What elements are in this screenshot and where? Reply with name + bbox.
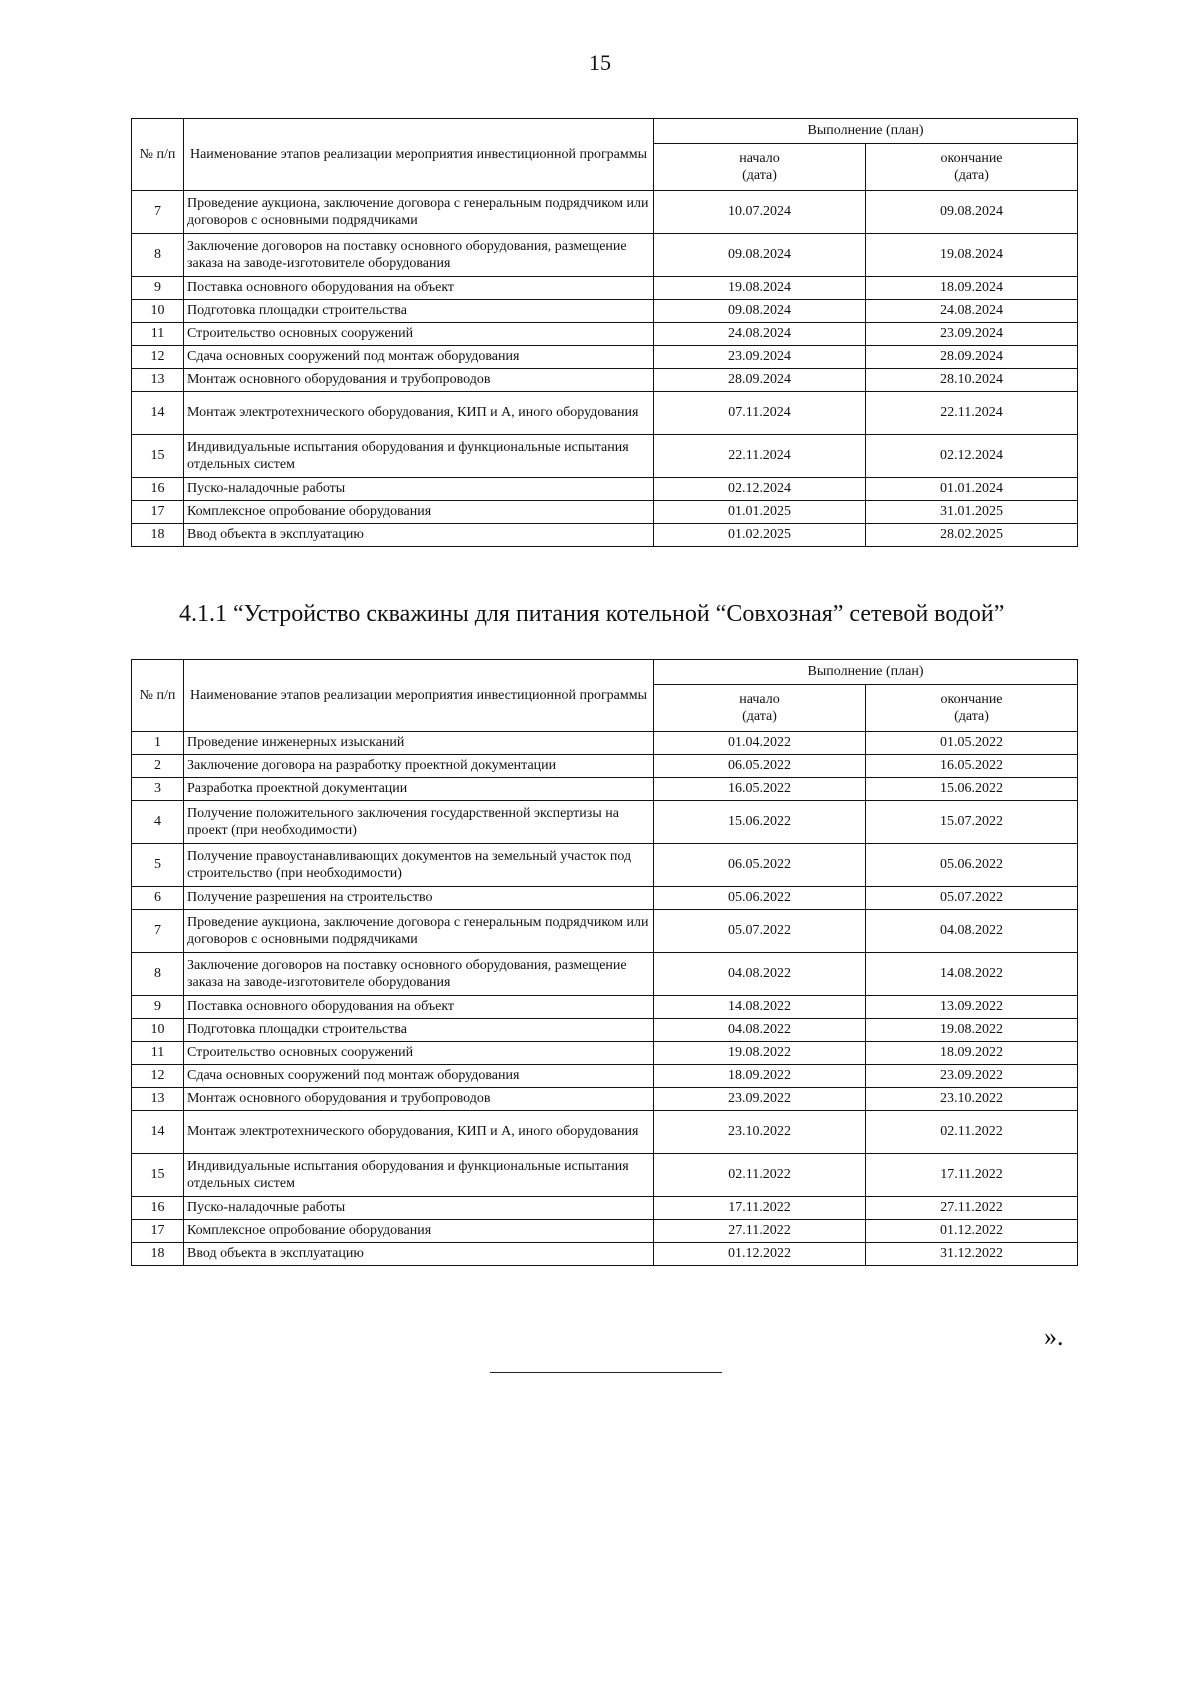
row-number: 3 xyxy=(132,778,184,801)
header-stage-name: Наименование этапов реализации мероприятия инвестиционной программы xyxy=(184,660,654,732)
row-number: 11 xyxy=(132,323,184,346)
row-stage-name: Подготовка площадки строительства xyxy=(184,1019,654,1042)
row-end-date: 16.05.2022 xyxy=(866,755,1078,778)
row-end-date: 31.12.2022 xyxy=(866,1243,1078,1266)
row-number: 18 xyxy=(132,524,184,547)
row-start-date: 09.08.2024 xyxy=(654,234,866,277)
page-number: 15 xyxy=(589,50,611,75)
table-2-body xyxy=(132,732,1078,1266)
schedule-table-1 xyxy=(131,118,1078,547)
row-number: 1 xyxy=(132,732,184,755)
table-row xyxy=(132,1243,1078,1266)
header-start-label: начало xyxy=(739,150,780,166)
row-stage-name: Получение положительного заключения государственной экспертизы на проект (при необходимости) xyxy=(184,801,654,844)
row-stage-name: Пуско-наладочные работы xyxy=(184,1197,654,1220)
row-end-date: 05.06.2022 xyxy=(866,844,1078,887)
row-stage-name: Монтаж электротехнического оборудования, КИП и А, иного оборудования xyxy=(184,1111,654,1154)
row-end-date: 23.09.2024 xyxy=(866,323,1078,346)
table-row xyxy=(132,1220,1078,1243)
row-start-date: 19.08.2024 xyxy=(654,277,866,300)
row-stage-name: Получение разрешения на строительство xyxy=(184,887,654,910)
row-end-date: 28.09.2024 xyxy=(866,346,1078,369)
row-start-date: 10.07.2024 xyxy=(654,191,866,234)
row-end-date: 18.09.2022 xyxy=(866,1042,1078,1065)
row-start-date: 02.11.2022 xyxy=(654,1154,866,1197)
table-row xyxy=(132,435,1078,478)
table-row xyxy=(132,1111,1078,1154)
row-stage-name: Сдача основных сооружений под монтаж оборудования xyxy=(184,1065,654,1088)
header-start-label: начало xyxy=(739,691,780,707)
row-number: 6 xyxy=(132,887,184,910)
row-start-date: 07.11.2024 xyxy=(654,392,866,435)
row-number: 10 xyxy=(132,1019,184,1042)
row-start-date: 04.08.2022 xyxy=(654,953,866,996)
row-number: 15 xyxy=(132,435,184,478)
row-number: 9 xyxy=(132,277,184,300)
table-row xyxy=(132,1042,1078,1065)
table-row xyxy=(132,755,1078,778)
row-end-date: 15.06.2022 xyxy=(866,778,1078,801)
schedule-table-2 xyxy=(131,659,1078,1266)
row-stage-name: Строительство основных сооружений xyxy=(184,323,654,346)
row-stage-name: Проведение аукциона, заключение договора с генеральным подрядчиком или договоров с основными подрядчиками xyxy=(184,910,654,953)
table-row xyxy=(132,801,1078,844)
row-start-date: 23.09.2022 xyxy=(654,1088,866,1111)
row-end-date: 27.11.2022 xyxy=(866,1197,1078,1220)
row-number: 5 xyxy=(132,844,184,887)
row-end-date: 04.08.2022 xyxy=(866,910,1078,953)
table-row xyxy=(132,501,1078,524)
row-start-date: 01.01.2025 xyxy=(654,501,866,524)
row-start-date: 23.10.2022 xyxy=(654,1111,866,1154)
row-end-date: 01.01.2024 xyxy=(866,478,1078,501)
row-start-date: 19.08.2022 xyxy=(654,1042,866,1065)
row-number: 17 xyxy=(132,1220,184,1243)
row-end-date: 01.12.2022 xyxy=(866,1220,1078,1243)
table-row xyxy=(132,191,1078,234)
table-row xyxy=(132,732,1078,755)
table-row xyxy=(132,323,1078,346)
row-end-date: 15.07.2022 xyxy=(866,801,1078,844)
row-stage-name: Монтаж основного оборудования и трубопроводов xyxy=(184,369,654,392)
row-stage-name: Строительство основных сооружений xyxy=(184,1042,654,1065)
end-rule xyxy=(490,1372,722,1373)
table-row xyxy=(132,996,1078,1019)
table-row xyxy=(132,1154,1078,1197)
row-start-date: 15.06.2022 xyxy=(654,801,866,844)
row-stage-name: Пуско-наладочные работы xyxy=(184,478,654,501)
table-row xyxy=(132,953,1078,996)
table-row xyxy=(132,1088,1078,1111)
row-number: 7 xyxy=(132,910,184,953)
row-stage-name: Проведение инженерных изысканий xyxy=(184,732,654,755)
row-number: 11 xyxy=(132,1042,184,1065)
row-stage-name: Ввод объекта в эксплуатацию xyxy=(184,1243,654,1266)
row-start-date: 28.09.2024 xyxy=(654,369,866,392)
row-end-date: 18.09.2024 xyxy=(866,277,1078,300)
row-end-date: 28.02.2025 xyxy=(866,524,1078,547)
row-end-date: 24.08.2024 xyxy=(866,300,1078,323)
row-stage-name: Поставка основного оборудования на объект xyxy=(184,996,654,1019)
table-row xyxy=(132,478,1078,501)
row-start-date: 17.11.2022 xyxy=(654,1197,866,1220)
header-end-date-label: (дата) xyxy=(954,709,989,724)
header-start-date-label: (дата) xyxy=(742,709,777,724)
row-start-date: 06.05.2022 xyxy=(654,844,866,887)
header-num: № п/п xyxy=(132,660,184,732)
row-start-date: 27.11.2022 xyxy=(654,1220,866,1243)
row-end-date: 14.08.2022 xyxy=(866,953,1078,996)
row-number: 9 xyxy=(132,996,184,1019)
table-row xyxy=(132,1197,1078,1220)
row-number: 16 xyxy=(132,478,184,501)
row-start-date: 04.08.2022 xyxy=(654,1019,866,1042)
row-end-date: 13.09.2022 xyxy=(866,996,1078,1019)
row-stage-name: Подготовка площадки строительства xyxy=(184,300,654,323)
row-end-date: 22.11.2024 xyxy=(866,392,1078,435)
row-stage-name: Заключение договора на разработку проектной документации xyxy=(184,755,654,778)
row-stage-name: Комплексное опробование оборудования xyxy=(184,501,654,524)
table-row xyxy=(132,300,1078,323)
row-number: 17 xyxy=(132,501,184,524)
row-end-date: 23.10.2022 xyxy=(866,1088,1078,1111)
row-stage-name: Индивидуальные испытания оборудования и функциональные испытания отдельных систем xyxy=(184,1154,654,1197)
row-start-date: 24.08.2024 xyxy=(654,323,866,346)
row-number: 15 xyxy=(132,1154,184,1197)
row-stage-name: Заключение договоров на поставку основного оборудования, размещение заказа на заводе-изготовителе оборудования xyxy=(184,234,654,277)
row-stage-name: Ввод объекта в эксплуатацию xyxy=(184,524,654,547)
header-start-date-label: (дата) xyxy=(742,168,777,183)
header-end xyxy=(866,144,1078,191)
row-number: 8 xyxy=(132,953,184,996)
row-number: 10 xyxy=(132,300,184,323)
header-end-date-label: (дата) xyxy=(954,168,989,183)
row-end-date: 28.10.2024 xyxy=(866,369,1078,392)
row-stage-name: Комплексное опробование оборудования xyxy=(184,1220,654,1243)
row-start-date: 05.07.2022 xyxy=(654,910,866,953)
header-execution-plan: Выполнение (план) xyxy=(654,119,1078,144)
row-number: 18 xyxy=(132,1243,184,1266)
row-end-date: 02.12.2024 xyxy=(866,435,1078,478)
header-num: № п/п xyxy=(132,119,184,191)
header-stage-name: Наименование этапов реализации мероприятия инвестиционной программы xyxy=(184,119,654,191)
row-number: 14 xyxy=(132,392,184,435)
header-end-label: окончание xyxy=(940,150,1003,166)
row-stage-name: Разработка проектной документации xyxy=(184,778,654,801)
row-end-date: 19.08.2022 xyxy=(866,1019,1078,1042)
row-start-date: 14.08.2022 xyxy=(654,996,866,1019)
row-start-date: 09.08.2024 xyxy=(654,300,866,323)
row-end-date: 02.11.2022 xyxy=(866,1111,1078,1154)
row-number: 8 xyxy=(132,234,184,277)
row-number: 4 xyxy=(132,801,184,844)
closing-quote: ». xyxy=(1044,1322,1064,1351)
header-start xyxy=(654,144,866,191)
table-row xyxy=(132,1019,1078,1042)
header-execution-plan: Выполнение (план) xyxy=(654,660,1078,685)
table-1-body xyxy=(132,191,1078,547)
table-row xyxy=(132,887,1078,910)
row-stage-name: Заключение договоров на поставку основного оборудования, размещение заказа на заводе-изготовителе оборудования xyxy=(184,953,654,996)
row-number: 13 xyxy=(132,369,184,392)
row-start-date: 06.05.2022 xyxy=(654,755,866,778)
section-heading: 4.1.1 “Устройство скважины для питания котельной “Совхозная” сетевой водой” xyxy=(179,601,1005,627)
table-row xyxy=(132,392,1078,435)
table-row xyxy=(132,369,1078,392)
row-start-date: 01.04.2022 xyxy=(654,732,866,755)
row-end-date: 05.07.2022 xyxy=(866,887,1078,910)
row-end-date: 19.08.2024 xyxy=(866,234,1078,277)
row-stage-name: Индивидуальные испытания оборудования и функциональные испытания отдельных систем xyxy=(184,435,654,478)
row-start-date: 01.12.2022 xyxy=(654,1243,866,1266)
table-row xyxy=(132,234,1078,277)
row-start-date: 23.09.2024 xyxy=(654,346,866,369)
row-start-date: 16.05.2022 xyxy=(654,778,866,801)
row-stage-name: Монтаж основного оборудования и трубопроводов xyxy=(184,1088,654,1111)
row-start-date: 18.09.2022 xyxy=(654,1065,866,1088)
header-end-label: окончание xyxy=(940,691,1003,707)
row-number: 7 xyxy=(132,191,184,234)
header-start xyxy=(654,685,866,732)
row-start-date: 22.11.2024 xyxy=(654,435,866,478)
row-start-date: 05.06.2022 xyxy=(654,887,866,910)
row-number: 2 xyxy=(132,755,184,778)
table-row xyxy=(132,346,1078,369)
row-start-date: 01.02.2025 xyxy=(654,524,866,547)
row-number: 14 xyxy=(132,1111,184,1154)
row-stage-name: Монтаж электротехнического оборудования, КИП и А, иного оборудования xyxy=(184,392,654,435)
row-end-date: 23.09.2022 xyxy=(866,1065,1078,1088)
table-row xyxy=(132,277,1078,300)
row-number: 12 xyxy=(132,346,184,369)
table-row xyxy=(132,524,1078,547)
table-row xyxy=(132,910,1078,953)
row-start-date: 02.12.2024 xyxy=(654,478,866,501)
row-end-date: 01.05.2022 xyxy=(866,732,1078,755)
table-row xyxy=(132,844,1078,887)
row-stage-name: Сдача основных сооружений под монтаж оборудования xyxy=(184,346,654,369)
row-number: 13 xyxy=(132,1088,184,1111)
row-end-date: 31.01.2025 xyxy=(866,501,1078,524)
row-stage-name: Получение правоустанавливающих документов на земельный участок под строительство (при необходимости) xyxy=(184,844,654,887)
row-stage-name: Поставка основного оборудования на объект xyxy=(184,277,654,300)
table-row xyxy=(132,1065,1078,1088)
row-end-date: 09.08.2024 xyxy=(866,191,1078,234)
header-end xyxy=(866,685,1078,732)
row-end-date: 17.11.2022 xyxy=(866,1154,1078,1197)
row-stage-name: Проведение аукциона, заключение договора с генеральным подрядчиком или договоров с основными подрядчиками xyxy=(184,191,654,234)
row-number: 16 xyxy=(132,1197,184,1220)
table-row xyxy=(132,778,1078,801)
row-number: 12 xyxy=(132,1065,184,1088)
